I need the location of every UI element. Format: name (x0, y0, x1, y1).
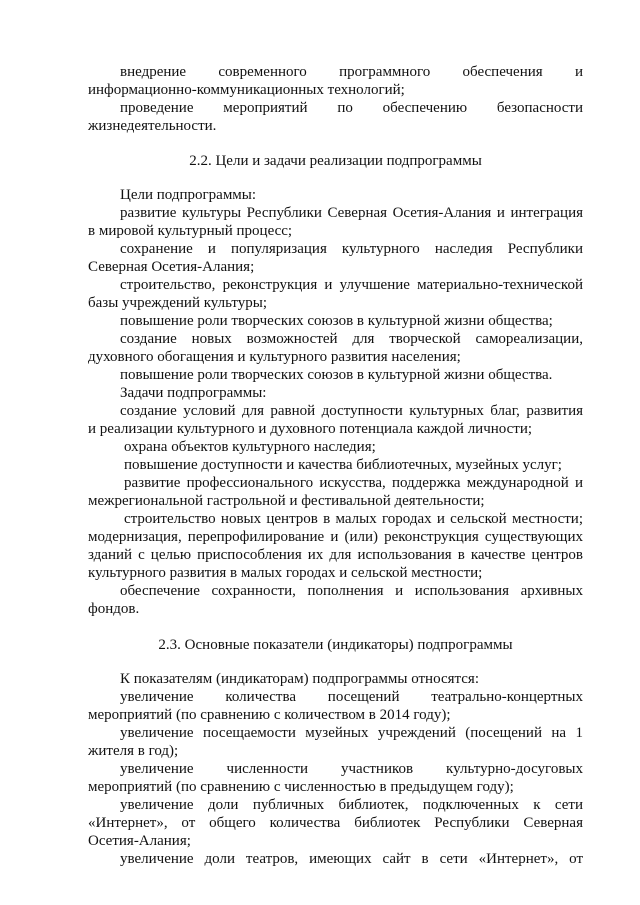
text-line: внедрение современного программного обеспечения и (120, 64, 583, 80)
text-line: сохранение и популяризация культурного наследия Республики (120, 241, 583, 257)
text-line: повышение доступности и качества библиотечных, музейных услуг; (124, 457, 562, 473)
text-line: зданий с целью приспособления их для использования в качестве центров (88, 547, 583, 563)
text-line: «Интернет», от общего количества библиотек Республики Северная (88, 815, 583, 831)
section-heading: 2.3. Основные показатели (индикаторы) подпрограммы (158, 637, 513, 653)
text-line: фондов. (88, 601, 140, 617)
text-line: межрегиональной гастрольной и фестивальной деятельности; (88, 493, 485, 509)
text-line: Цели подпрограммы: (120, 187, 257, 203)
text-line: информационно-коммуникационных технологий; (88, 82, 405, 98)
text-line: создание условий для равной доступности культурных благ, развития (120, 403, 583, 419)
text-line: строительство, реконструкция и улучшение материально-технической (120, 277, 583, 293)
text-line: Осетия-Алания; (88, 833, 191, 849)
text-line: духовного обогащения и культурного развития населения; (88, 349, 461, 365)
text-line: создание новых возможностей для творческой самореализации, (120, 331, 583, 347)
text-line: жителя в год); (88, 743, 179, 759)
text-line: развитие профессионального искусства, поддержка международной и (124, 475, 583, 491)
text-line: жизнедеятельности. (88, 118, 217, 134)
text-line: охрана объектов культурного наследия; (124, 439, 376, 455)
text-line: и реализации культурного и духовного потенциала каждой личности; (88, 421, 533, 437)
text-line: повышение роли творческих союзов в культурной жизни общества; (120, 313, 553, 329)
text-line: обеспечение сохранности, пополнения и использования архивных (120, 583, 583, 599)
text-line: Северная Осетия-Алания; (88, 259, 255, 275)
text-line: базы учреждений культуры; (88, 295, 268, 311)
text-line: проведение мероприятий по обеспечению безопасности (120, 100, 583, 116)
text-line: К показателям (индикаторам) подпрограммы относятся: (120, 671, 479, 687)
text-line: культурного развития в малых городах и сельской местности; (88, 565, 483, 581)
text-line: увеличение посещаемости музейных учреждений (посещений на 1 (120, 725, 583, 741)
section-heading: 2.2. Цели и задачи реализации подпрограммы (189, 153, 482, 169)
text-line: мероприятий (по сравнению с количеством в 2014 году); (88, 707, 451, 723)
text-line: увеличение количества посещений театрально-концертных (120, 689, 583, 705)
text-line: строительство новых центров в малых городах и сельской местности; (124, 511, 583, 527)
text-line: увеличение численности участников культурно-досуговых (120, 761, 583, 777)
text-line: развитие культуры Республики Северная Осетия-Алания и интеграция (120, 205, 583, 221)
text-line: в мировой культурный процесс; (88, 223, 293, 239)
text-line: мероприятий (по сравнению с численностью в предыдущем году); (88, 779, 514, 795)
text-line: повышение роли творческих союзов в культурной жизни общества. (120, 367, 553, 383)
text-line: увеличение доли публичных библиотек, подключенных к сети (120, 797, 583, 813)
text-line: увеличение доли театров, имеющих сайт в сети «Интернет», от (120, 851, 583, 867)
text-line: Задачи подпрограммы: (120, 385, 267, 401)
text-line: модернизация, перепрофилирование и (или) реконструкция существующих (88, 529, 583, 545)
